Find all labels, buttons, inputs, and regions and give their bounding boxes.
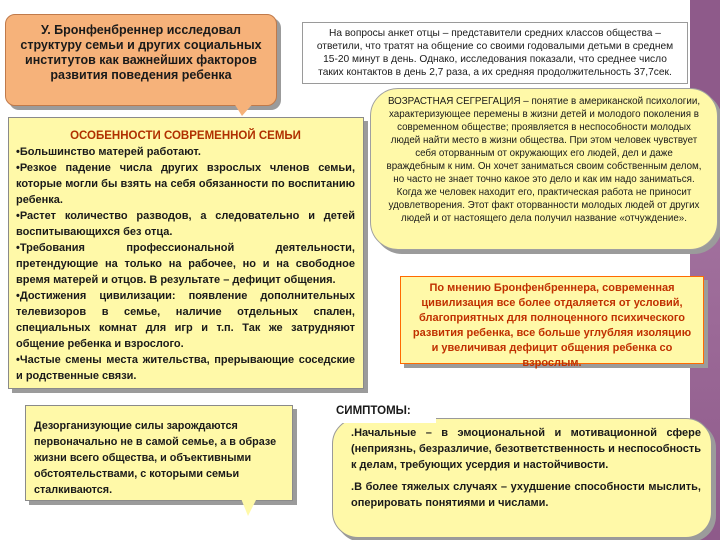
list-item: •Достижения цивилизации: появление дополнительных телевизоров в семье, наличие отдельных спален, специальных комнат для игр и т.п. Так же затрудняют общение ребенка и взрослого. <box>16 290 355 350</box>
opinion-text: По мнению Бронфенбреннера, современная цивилизация все более отдаляется от условий, благоприятных для полноценного психического развития ребенка, все больше углубляя изоляцию и увеличивая дефицит общения ребенка со взрослым. <box>412 282 692 369</box>
bronfenbrenner-opinion <box>400 276 704 369</box>
age-segregation-text: ВОЗРАСТНАЯ СЕГРЕГАЦИЯ – понятие в американской психологии, характеризующее перемены в жизни детей и молодого поколения в современном обществе; проявляется в неспособности молодых людей найти место в жизни общества. При этом человек чувствует себя оторванным от окружающих его людей, дел и даже враждебным к ним. Он хочет заниматься своим собственным делом, но часто не знает точно какое это дело и как им надо заниматься. Когда же человек находит его, практическая работа не приносит удовлетворения. Этот факт оторванности молодых людей от других людей и от настоящего дела получил название «отчуждение». <box>386 96 702 224</box>
modern-family-features <box>8 117 364 389</box>
bronfenbrenner-callout <box>5 14 277 106</box>
bronfenbrenner-callout-text: У. Бронфенбреннер исследовал структуру семьи и других социальных институтов как важнейших факторов развития поведения ребенка <box>20 23 262 82</box>
forces-callout-tail <box>240 496 258 516</box>
list-item: •Растет количество разводов, а следовательно и детей воспитывающихся без отца. <box>16 210 355 238</box>
list-item: •Большинство матерей работают. <box>16 146 201 158</box>
symptoms-title: СИМПТОМЫ: <box>336 405 436 423</box>
forces-text: Дезорганизующие силы зарождаются первоначально не в самой семье, а в образе жизни всего общества, и объективными обстоятельствами, с которыми семьи сталкиваются. <box>34 420 277 496</box>
bronfenbrenner-callout-tail <box>232 100 256 116</box>
survey-note <box>302 22 688 84</box>
list-item: .Начальные – в эмоциональной и мотивационной сфере (неприязнь, безразличие, безответственность и неспособность к делам, требующих усердия и настойчивости. <box>351 427 701 471</box>
list-item: •Резкое падение числа других взрослых членов семьи, которые могли бы взять на себя обязанности по воспитанию ребенка. <box>16 162 355 206</box>
symptoms-panel <box>332 418 712 538</box>
disorganizing-forces-callout <box>25 405 293 501</box>
age-segregation-callout <box>370 88 718 250</box>
list-item: •Частые смены места жительства, прерывающие соседские и родственные связи. <box>16 354 355 382</box>
list-item: .В более тяжелых случаях – ухудшение способности мыслить, оперировать понятиями и числами. <box>351 481 701 509</box>
list-item: •Требования профессиональной деятельности, претендующие на только на рабочее, но и на свободное время матерей и отцов. В результате – дефицит общения. <box>16 242 355 286</box>
survey-note-text: На вопросы анкет отцы – представители средних классов общества – ответили, что тратят на общение со своими годовалыми детьми в среднем 15-20 минут в день. Однако, исследования показали, что среднее число таких контактов в день 2,7 раза, а их средняя продолжительность 37,7сек. <box>316 28 674 78</box>
features-title: ОСОБЕННОСТИ СОВРЕМЕННОЙ СЕМЬИ <box>70 130 301 142</box>
